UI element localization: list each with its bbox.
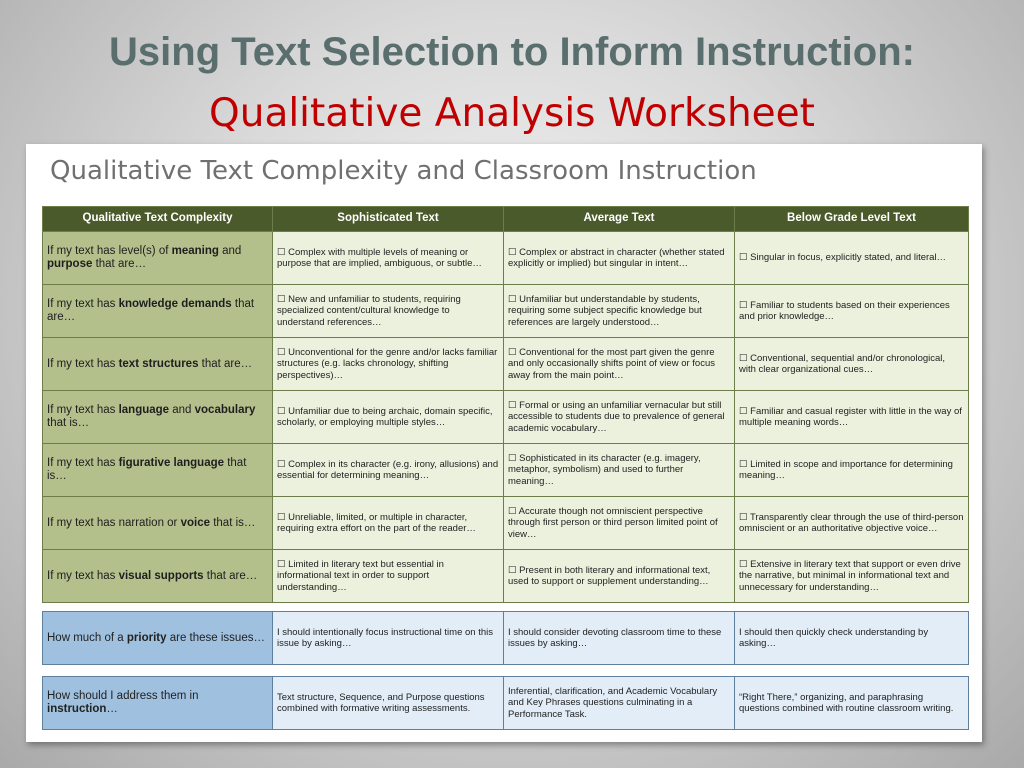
table-row xyxy=(43,550,969,603)
table-row xyxy=(43,232,969,285)
instruction-row xyxy=(43,677,969,730)
sophisticated-cell: ☐ Complex in its character (e.g. irony, allusions) and essential for determining meaning… xyxy=(273,444,504,497)
criterion-label: If my text has text structures that are… xyxy=(43,338,273,391)
table-row xyxy=(43,497,969,550)
table-row xyxy=(43,391,969,444)
priority-table xyxy=(42,611,969,665)
header-average: Average Text xyxy=(504,207,735,232)
priority-average: I should consider devoting classroom time to these issues by asking… xyxy=(504,612,735,665)
criterion-label: If my text has level(s) of meaning and purpose that are… xyxy=(43,232,273,285)
below-grade-cell: ☐ Transparently clear through the use of third-person omniscient or an authoritative objective voice… xyxy=(735,497,969,550)
below-grade-cell: ☐ Singular in focus, explicitly stated, and literal… xyxy=(735,232,969,285)
worksheet-image xyxy=(26,144,982,742)
table-header-row xyxy=(43,207,969,232)
table-row xyxy=(43,338,969,391)
sophisticated-cell: ☐ Complex with multiple levels of meaning or purpose that are implied, ambiguous, or subtle… xyxy=(273,232,504,285)
below-grade-cell: ☐ Conventional, sequential and/or chronological, with clear organizational cues… xyxy=(735,338,969,391)
sophisticated-cell: ☐ Unreliable, limited, or multiple in character, requiring extra effort on the part of the reader… xyxy=(273,497,504,550)
average-cell: ☐ Complex or abstract in character (whether stated explicitly or implied) but singular in intent… xyxy=(504,232,735,285)
slide-title: Using Text Selection to Inform Instruction: xyxy=(109,30,915,74)
below-grade-cell: ☐ Familiar to students based on their experiences and prior knowledge… xyxy=(735,285,969,338)
instruction-question: How should I address them in instruction… xyxy=(43,677,273,730)
criterion-label: If my text has figurative language that is… xyxy=(43,444,273,497)
priority-row xyxy=(43,612,969,665)
average-cell: ☐ Accurate though not omniscient perspective through first person or third person limited point of view… xyxy=(504,497,735,550)
average-cell: ☐ Unfamiliar but understandable by students, requiring some subject specific knowledge but references are largely understood… xyxy=(504,285,735,338)
criterion-label: If my text has visual supports that are… xyxy=(43,550,273,603)
below-grade-cell: ☐ Extensive in literary text that support or even drive the narrative, but minimal in informational text and unnecessary for understanding… xyxy=(735,550,969,603)
table-row xyxy=(43,444,969,497)
instruction-average: Inferential, clarification, and Academic Vocabulary and Key Phrases questions culminating in a Performance Task. xyxy=(504,677,735,730)
average-cell: ☐ Present in both literary and informational text, used to support or supplement understanding… xyxy=(504,550,735,603)
priority-sophisticated: I should intentionally focus instructional time on this issue by asking… xyxy=(273,612,504,665)
table-row xyxy=(43,285,969,338)
sophisticated-cell: ☐ New and unfamiliar to students, requiring specialized content/cultural knowledge to understand references… xyxy=(273,285,504,338)
priority-below-grade: I should then quickly check understanding by asking… xyxy=(735,612,969,665)
criterion-label: If my text has language and vocabulary that is… xyxy=(43,391,273,444)
header-below-grade: Below Grade Level Text xyxy=(735,207,969,232)
header-sophisticated: Sophisticated Text xyxy=(273,207,504,232)
slide-subtitle: Qualitative Analysis Worksheet xyxy=(209,91,815,136)
complexity-table xyxy=(42,206,969,603)
average-cell: ☐ Sophisticated in its character (e.g. imagery, metaphor, symbolism) and used to further meaning… xyxy=(504,444,735,497)
criterion-label: If my text has knowledge demands that are… xyxy=(43,285,273,338)
sophisticated-cell: ☐ Unfamiliar due to being archaic, domain specific, scholarly, or employing multiple styles… xyxy=(273,391,504,444)
worksheet-title: Qualitative Text Complexity and Classroom Instruction xyxy=(50,156,757,186)
instruction-below-grade: “Right There,” organizing, and paraphrasing questions combined with routine classroom writing. xyxy=(735,677,969,730)
criterion-label: If my text has narration or voice that is… xyxy=(43,497,273,550)
below-grade-cell: ☐ Familiar and casual register with little in the way of multiple meaning words… xyxy=(735,391,969,444)
sophisticated-cell: ☐ Limited in literary text but essential in informational text in order to support understanding… xyxy=(273,550,504,603)
header-qualitative: Qualitative Text Complexity xyxy=(43,207,273,232)
below-grade-cell: ☐ Limited in scope and importance for determining meaning… xyxy=(735,444,969,497)
sophisticated-cell: ☐ Unconventional for the genre and/or lacks familiar structures (e.g. lacks chronology, shifting perspectives)… xyxy=(273,338,504,391)
instruction-table xyxy=(42,676,969,730)
instruction-sophisticated: Text structure, Sequence, and Purpose questions combined with formative writing assessments. xyxy=(273,677,504,730)
priority-question: How much of a priority are these issues… xyxy=(43,612,273,665)
average-cell: ☐ Formal or using an unfamiliar vernacular but still accessible to students due to prevalence of general academic vocabulary… xyxy=(504,391,735,444)
average-cell: ☐ Conventional for the most part given the genre and only occasionally shifts point of view or focus away from the main point… xyxy=(504,338,735,391)
